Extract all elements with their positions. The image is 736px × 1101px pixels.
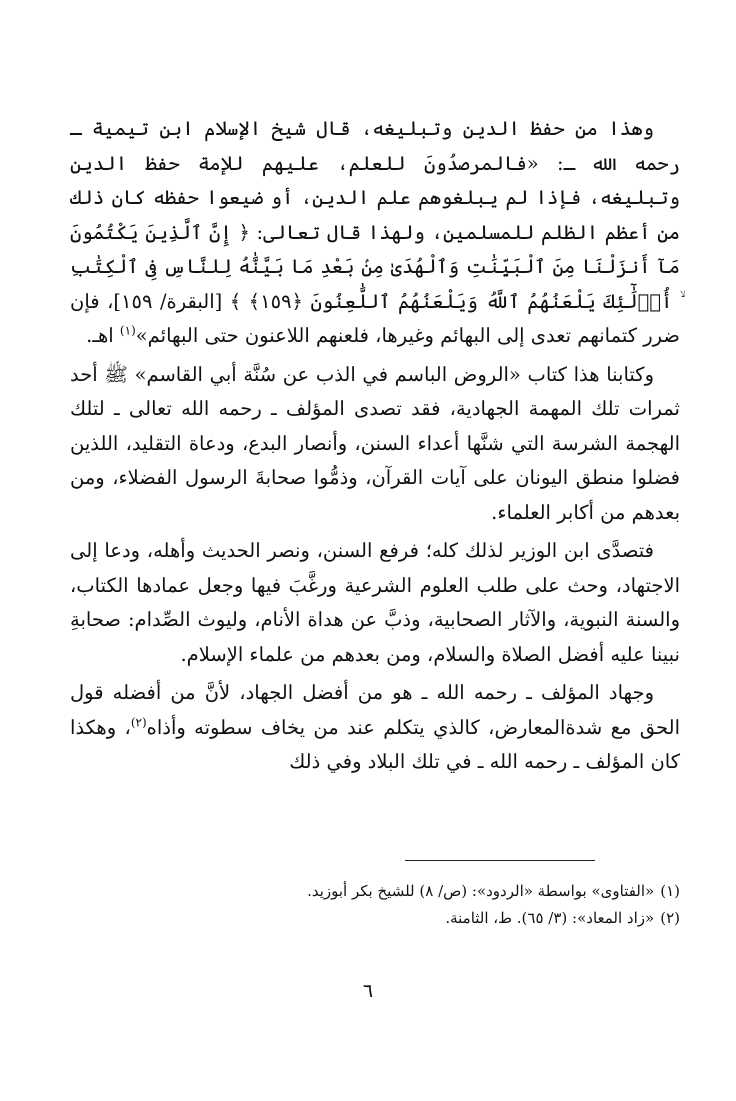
paragraph-1-text: وهذا من حفظ الدين وتبليغه، قال شيخ الإسلام ابن تيمية ـ رحمه الله ـ: «فالمرصدُونَ للعلم، عليهم للإمة حفظ الدين وتبليغه، فإذا لم يبلغوهم علم الدين، أو ضيعوا حفظه كان ذلك من أعظم الظلم للمسلمين، ولهذا قال تعالى: ﴿ إِنَّ ٱلَّذِينَ يَكْتُمُونَ مَآ أَنزَلْنَا مِنَ ٱلْبَيِّنَٰتِ وَٱلْهُدَىٰ مِنۢ بَعْدِ مَا بَيَّنَّٰهُ لِلنَّاسِ فِى ٱلْكِتَٰبِ ۙ أُو۟لَٰٓئِكَ يَلْعَنُهُمُ ٱللَّهُ وَيَلْعَنُهُمُ ٱللَّٰعِنُونَ ﴿١٥٩﴾ ﴾ [البقرة/ ١٥٩]، فإن ضرر كتمانهم تعدى إلى البهائم وغيرها، فلعنهم اللاعنون حتى البهائم» bbox=[70, 117, 680, 347]
paragraph-2 bbox=[70, 358, 680, 531]
footnote-1 bbox=[70, 878, 680, 905]
paragraph-1 bbox=[70, 112, 680, 354]
main-text bbox=[70, 112, 680, 780]
paragraph-3-text: فتصدَّى ابن الوزير لذلك كله؛ فرفع السنن، ونصر الحديث وأهله، ودعا إلى الاجتهاد، وحث على طلب العلوم الشرعية ورغَّبَ فيها وجعل عمادها الكتاب، والسنة النبوية، والآثار الصحابية، وذبَّ عن هداة الأنام، وليوث الصِّدام: صحابةِ نبينا عليه أفضل الصلاة والسلام، ومن بعدهم من علماء الإسلام. bbox=[70, 539, 680, 666]
paragraph-4-end: ، وهكذا كان المؤلف ـ رحمه الله ـ في تلك البلاد وفي ذلك bbox=[70, 715, 680, 773]
footnote-ref-2: (٢) bbox=[130, 715, 147, 729]
paragraph-2-text: وكتابنا هذا كتاب «الروض الباسم في الذب عن سُنَّة أبي القاسم» ﷺ أحد ثمرات تلك المهمة الجهادية، فقد تصدى المؤلف ـ رحمه الله تعالى ـ لتلك الهجمة الشرسة التي شنَّها أعداء السنن، وأنصار البدع، ودعاة التقليد، اللذين فضلوا منطق اليونان على آيات القرآن، وذمُّوا صحابةَ الرسول الفضلاء، ومن بعدهم من أكابر العلماء. bbox=[70, 362, 680, 524]
footnote-1-text: «الفتاوى» بواسطة «الردود»: (ص/ ٨) للشيخ بكر أبوزيد. bbox=[307, 882, 655, 900]
paragraph-1-end: اهـ. bbox=[86, 324, 120, 347]
page-number: ٦ bbox=[362, 980, 374, 1002]
paragraph-3 bbox=[70, 534, 680, 672]
footnote-divider bbox=[405, 860, 595, 861]
paragraph-4-text: وجهاد المؤلف ـ رحمه الله ـ هو من أفضل الجهاد، لأنَّ من أفضله قول الحق مع شدةالمعارض، كالذي يتكلم عند من يخاف سطوته وأذاه bbox=[70, 681, 680, 739]
footnote-2-text: «زاد المعاد»: (٣/ ٦٥). ط، الثامنة. bbox=[445, 909, 655, 927]
footnote-2-number: (٢) bbox=[660, 909, 680, 927]
paragraph-4 bbox=[70, 676, 680, 780]
footnote-2 bbox=[70, 905, 680, 932]
footnote-1-number: (١) bbox=[660, 882, 680, 900]
footnotes bbox=[70, 878, 680, 932]
footnote-ref-1: (١) bbox=[119, 323, 136, 338]
